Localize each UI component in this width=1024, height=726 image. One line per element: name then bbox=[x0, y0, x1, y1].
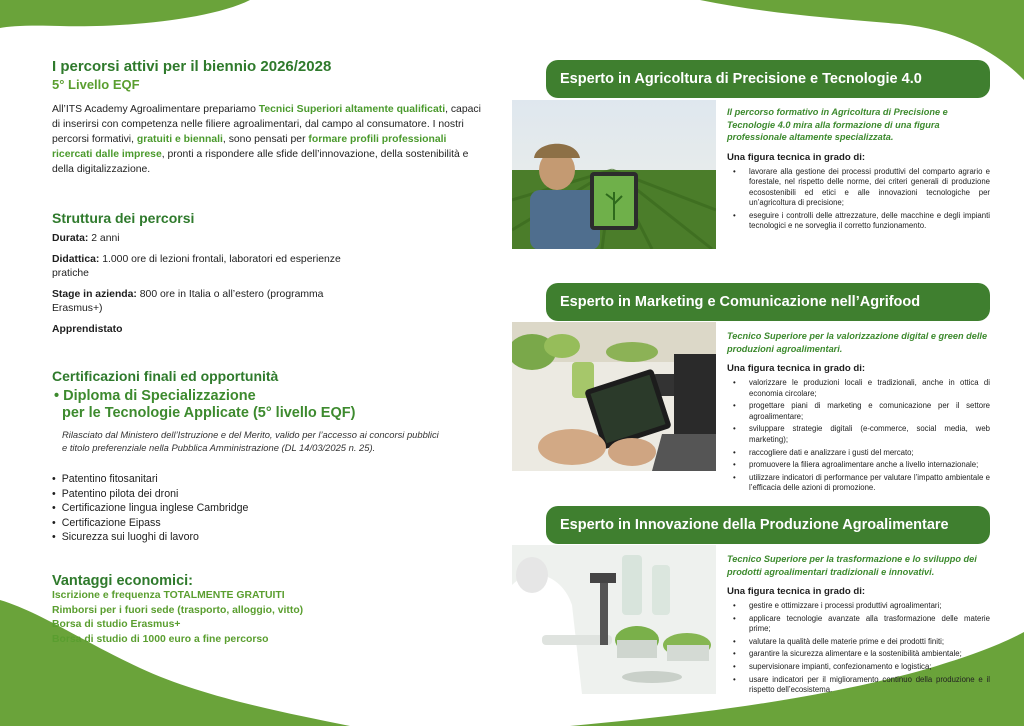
course-1-description bbox=[727, 106, 990, 232]
list-item: Iscrizione e frequenza TOTALMENTE GRATUITI bbox=[52, 590, 285, 601]
list-item: • sviluppare strategie digitali (e-commerce, social media, web marketing); bbox=[727, 424, 990, 445]
course-3-photo bbox=[512, 545, 716, 694]
page-subtitle: 5° Livello EQF bbox=[52, 77, 140, 92]
course-2-list bbox=[727, 378, 990, 494]
list-item: • supervisionare impianti, confezionamento e logistica; bbox=[727, 662, 990, 673]
course-2-photo bbox=[512, 322, 716, 471]
course-1-photo bbox=[512, 100, 716, 249]
list-item: • raccogliere dati e analizzare i gusti del mercato; bbox=[727, 448, 990, 459]
left-column bbox=[52, 58, 482, 645]
certificazioni-title: Certificazioni finali ed opportunità bbox=[52, 368, 279, 384]
course-1-list bbox=[727, 167, 990, 233]
list-item: • Certificazione lingua inglese Cambridge bbox=[52, 501, 472, 516]
list-item: • eseguire i controlli delle attrezzature, delle macchine e degli impianti tecnologici e ne sorveglia il corretto funzionamento. bbox=[727, 211, 990, 232]
course-2-description bbox=[727, 330, 990, 494]
course-3-fig: Una figura tecnica in grado di: bbox=[727, 586, 866, 597]
course-3-lead: Tecnico Superiore per la trasformazione e lo sviluppo dei prodotti agroalimentari tradizionali e innovativi. bbox=[727, 554, 977, 577]
course-2-fig: Una figura tecnica in grado di: bbox=[727, 363, 866, 374]
struttura-title: Struttura dei percorsi bbox=[52, 210, 195, 226]
list-item: Rimborsi per i fuori sede (trasporto, alloggio, vitto) bbox=[52, 604, 304, 616]
list-item: • Certificazione Eipass bbox=[52, 516, 472, 531]
list-item: Borsa di studio di 1000 euro a fine percorso bbox=[52, 633, 269, 645]
course-1-fig: Una figura tecnica in grado di: bbox=[727, 151, 866, 163]
list-item: • lavorare alla gestione dei processi produttivi del comparto agrario e forestale, nel rispetto delle norme, dei criteri generali di produzione ecosostenibili ed etici e alle innovazioni tecnologiche per un’agricoltura di precisione; bbox=[727, 167, 990, 209]
wave-top-left bbox=[0, 0, 250, 28]
vantaggi-section bbox=[52, 573, 472, 647]
course-3-description bbox=[727, 553, 990, 696]
page-title: I percorsi attivi per il biennio 2026/2028 bbox=[52, 58, 332, 75]
list-item: • gestire e ottimizzare i processi produttivi agroalimentari; bbox=[727, 601, 990, 612]
list-item: • utilizzare indicatori di performance per valutare l’impatto ambientale e l’efficacia delle azioni di promozione. bbox=[727, 473, 990, 494]
intro-paragraph: All’ITS Academy Agroalimentare prepariamo Tecnici Superiori altamente qualificati, capaci di inserirsi con competenza nelle filiere agroalimentari, dal campo al consumatore. I nostri percorsi formativi, gratuiti e biennali, sono pensati per formare profili professionali ricercati dalle imprese, pronti a rispondere alle sfide dell’innovazione, della sostenibilità e della digitalizzazione. bbox=[52, 104, 481, 175]
diploma-note: Rilasciato dal Ministero dell’Istruzione e del Merito, valido per l’accesso ai concorsi pubblici e titolo preferenziale nella Pubblica Amministrazione (DL 14/03/2025 n. 25). bbox=[62, 429, 439, 453]
course-3-title: Esperto in Innovazione della Produzione Agroalimentare bbox=[546, 506, 990, 544]
apprendistato-row: Apprendistato bbox=[52, 323, 123, 335]
list-item: • garantire la sicurezza alimentare e la sostenibilità ambientale; bbox=[727, 649, 990, 660]
course-2-title: Esperto in Marketing e Comunicazione nell’Agrifood bbox=[546, 283, 990, 321]
list-item: • Patentino fitosanitari bbox=[52, 472, 472, 487]
durata-row: Durata: 2 anni bbox=[52, 233, 120, 244]
course-1-title: Esperto in Agricoltura di Precisione e Tecnologie 4.0 bbox=[546, 60, 990, 98]
list-item: • applicare tecnologie avanzate alla trasformazione delle materie prime; bbox=[727, 614, 990, 635]
certificazioni-section bbox=[52, 368, 472, 545]
list-item: • progettare piani di marketing e comunicazione per il settore agroalimentare; bbox=[727, 401, 990, 422]
didattica-row: Didattica: 1.000 ore di lezioni frontali, laboratori ed esperienze pratiche bbox=[52, 253, 341, 279]
list-item: Borsa di studio Erasmus+ bbox=[52, 619, 181, 630]
list-item: • Patentino pilota dei droni bbox=[52, 487, 472, 502]
course-3-list bbox=[727, 601, 990, 696]
certificazioni-list bbox=[52, 472, 472, 545]
list-item: • promuovere la filiera agroalimentare anche a livello internazionale; bbox=[727, 460, 990, 471]
list-item: • valorizzare le produzioni locali e tradizionali, anche in ottica di economia circolare; bbox=[727, 378, 990, 399]
course-2-lead: Tecnico Superiore per la valorizzazione digital e green delle produzioni agroalimentari. bbox=[727, 331, 988, 354]
vantaggi-title: Vantaggi economici: bbox=[52, 573, 193, 589]
list-item: • usare indicatori per il miglioramento continuo della produzione e il rispetto dell’ecosistema. bbox=[727, 675, 990, 696]
list-item: • valutare la qualità delle materie prime e dei prodotti finiti; bbox=[727, 637, 990, 648]
list-item: • Sicurezza sui luoghi di lavoro bbox=[52, 530, 472, 545]
diploma-title: • Diploma di Specializzazione per le Tecnologie Applicate (5° livello EQF) bbox=[54, 388, 356, 421]
course-1-lead: Il percorso formativo in Agricoltura di Precisione e Tecnologie 4.0 mira alla formazione di una figura professionale altamente specializzata. bbox=[727, 107, 948, 142]
stage-row: Stage in azienda: 800 ore in Italia o all’estero (programma Erasmus+) bbox=[52, 288, 324, 314]
struttura-section bbox=[52, 210, 352, 337]
